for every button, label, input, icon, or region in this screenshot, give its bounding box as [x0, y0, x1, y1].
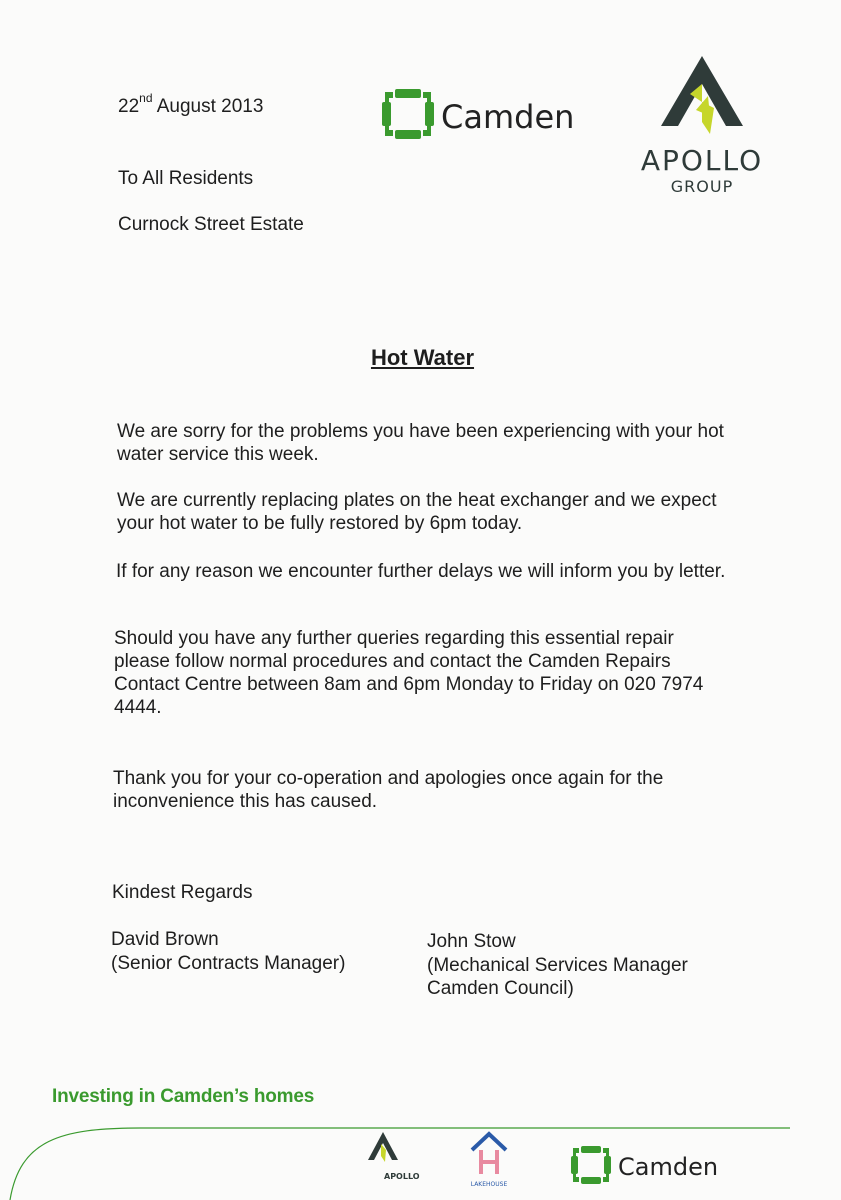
apollo-wordmark: APOLLO: [640, 144, 764, 177]
lakehouse-wordmark: LAKEHOUSE: [470, 1181, 508, 1188]
recipient: To All Residents: [118, 168, 254, 189]
date-day: 22: [118, 96, 140, 117]
recipient-estate: Curnock Street Estate: [118, 214, 304, 235]
camden-logo: [381, 86, 591, 142]
apollo-group-subtitle: GROUP: [670, 177, 734, 196]
camden-emblem-icon: [571, 1146, 611, 1184]
body-paragraph: Thank you for your co-operation and apologies once again for the inconvenience this has caused.: [113, 768, 664, 812]
signatory-role: (Senior Contracts Manager): [111, 953, 346, 974]
signatory-organisation: Camden Council): [427, 978, 574, 999]
apollo-group-logo: [630, 52, 775, 202]
apollo-a-icon: [661, 56, 743, 134]
lakehouse-logo: [462, 1130, 520, 1190]
date-month-year: August 2013: [152, 96, 264, 117]
apollo-a-icon: [368, 1132, 398, 1162]
footer-tagline: Investing in Camden’s homes: [52, 1086, 315, 1107]
camden-wordmark: Camden: [441, 98, 575, 136]
signatory-role: (Mechanical Services Manager: [427, 955, 688, 976]
date-suffix: nd: [139, 91, 153, 105]
signatory-name: John Stow: [427, 931, 516, 952]
letter-date: [118, 91, 264, 118]
camden-logo-footer: [570, 1144, 746, 1186]
body-paragraph: We are currently replacing plates on the heat exchanger and we expect your hot water to be fully restored by 6pm today.: [117, 490, 717, 534]
closing: Kindest Regards: [112, 882, 253, 903]
signatory-name: David Brown: [111, 929, 219, 950]
apollo-logo-small: [366, 1130, 428, 1186]
letter-title: Hot Water: [370, 345, 475, 370]
body-paragraph: We are sorry for the problems you have been experiencing with your hot water service this week.: [117, 421, 724, 465]
lakehouse-house-icon: [472, 1134, 506, 1174]
body-paragraph: Should you have any further queries regarding this essential repair please follow normal procedures and contact the Camden Repairs Contact Centre between 8am and 6pm Monday to Friday on 020 7974 4444.: [114, 628, 704, 718]
body-paragraph: If for any reason we encounter further delays we will inform you by letter.: [116, 561, 726, 582]
camden-wordmark: Camden: [618, 1153, 719, 1181]
apollo-small-wordmark: APOLLO: [384, 1172, 420, 1181]
camden-emblem-icon: [382, 89, 434, 139]
